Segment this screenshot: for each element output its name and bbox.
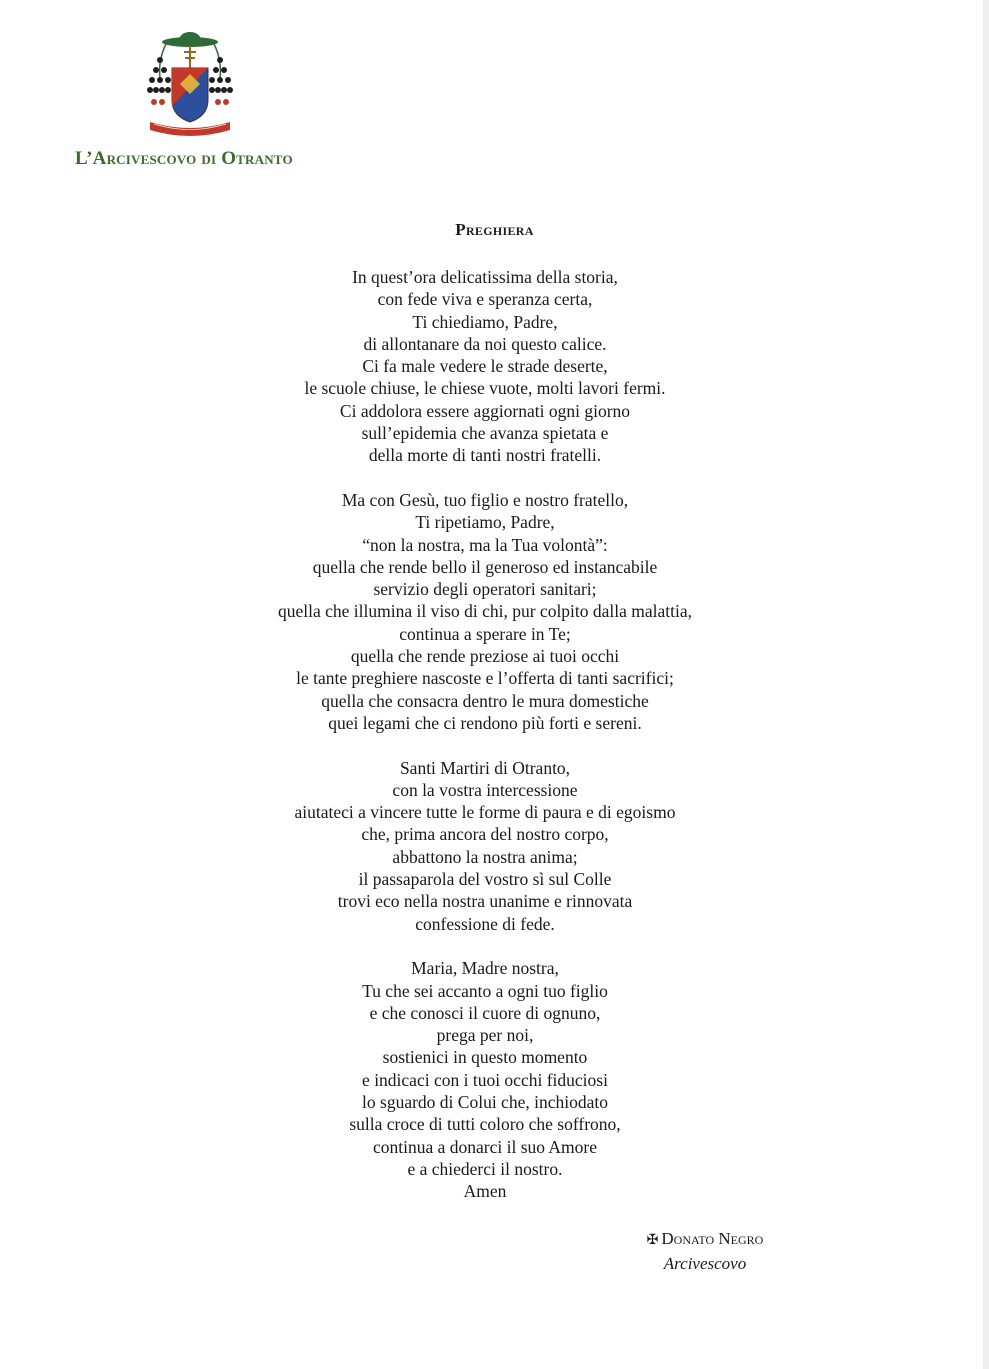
document-title: Preghiera [455,220,534,239]
poem-line: con la vostra intercessione [392,779,578,800]
poem-line: Ti chiediamo, Padre, [412,311,558,332]
poem-line: In quest’ora delicatissima della storia, [352,267,618,287]
poem-line: quella che rende bello il generoso ed instancabile [312,556,658,577]
poem-line: quella che illumina il viso di chi, pur colpito dalla malattia, [277,601,693,622]
poem-line: abbattono la nostra anima; [392,846,578,867]
poem-line: di allontanare da noi questo calice. [363,333,607,354]
poem-line: sull’epidemia che avanza spietata e [361,423,609,444]
signature-block [630,1227,780,1275]
poem-line: quella che consacra dentro le mura domestiche [321,690,649,711]
poem-line: che, prima ancora del nostro corpo, [361,824,609,845]
poem-line: Ma con Gesù, tuo figlio e nostro fratello, [341,489,629,510]
archbishop-coat-of-arms [144,30,236,140]
poem-line: le tante preghiere nascoste e l’offerta di tanti sacrifici; [296,668,674,689]
poem-line: della morte di tanti nostri fratelli. [368,445,602,466]
poem-line: lo sguardo di Colui che, inchiodato [362,1091,608,1112]
poem-line: prega per noi, [436,1025,534,1046]
stanza [0,489,970,734]
poem-line: il passaparola del vostro sì sul Colle [358,869,612,890]
poem-line: servizio degli operatori sanitari; [373,579,597,600]
poem-line: Santi Martiri di Otranto, [399,757,571,778]
poem-line: Maria, Madre nostra, [411,958,559,979]
stanza [0,757,970,935]
page-edge [983,0,989,1369]
poem-line: Ci fa male vedere le strade deserte, [362,356,608,377]
poem-line: Tu che sei accanto a ogni tuo figlio [362,980,608,1001]
maltese-cross-icon: ✠ [646,1233,659,1248]
poem-line: continua a sperare in Te; [399,623,571,644]
poem-line: sostienici in questo momento [382,1047,588,1068]
poem-line: aiutateci a vincere tutte le forme di paura e di egoismo [294,802,676,823]
poem-line: con fede viva e speranza certa, [377,289,593,310]
poem-line: e a chiederci il nostro. [407,1158,563,1179]
poem-line: quei legami che ci rendono più forti e sereni. [328,712,642,733]
poem-line: e indicaci con i tuoi occhi fiduciosi [362,1069,608,1090]
poem-line: trovi eco nella nostra unanime e rinnovata [337,891,633,912]
signature-name-text: Donato Negro [661,1229,764,1248]
poem-line: Ti ripetiamo, Padre, [415,512,555,533]
poem-line: quella che rende preziose ai tuoi occhi [350,646,620,667]
letterhead-title: L’Arcivescovo di Otranto [75,148,293,169]
signature-name [630,1227,780,1252]
stanza [0,957,970,1202]
signature-role: Arcivescovo [663,1254,747,1273]
poem-line: confessione di fede. [415,913,555,934]
poem-line: sulla croce di tutti coloro che soffrono, [349,1114,621,1135]
poem-line: Ci addolora essere aggiornati ogni giorno [339,400,631,421]
poem-line: Amen [463,1181,507,1202]
poem-line: continua a donarci il suo Amore [372,1136,598,1157]
poem-line: “non la nostra, ma la Tua volontà”: [362,534,608,555]
poem-line: le scuole chiuse, le chiese vuote, molti lavori fermi. [304,378,666,399]
stanza [0,266,970,467]
prayer-text [0,266,970,1202]
poem-line: e che conosci il cuore di ognuno, [369,1002,601,1023]
